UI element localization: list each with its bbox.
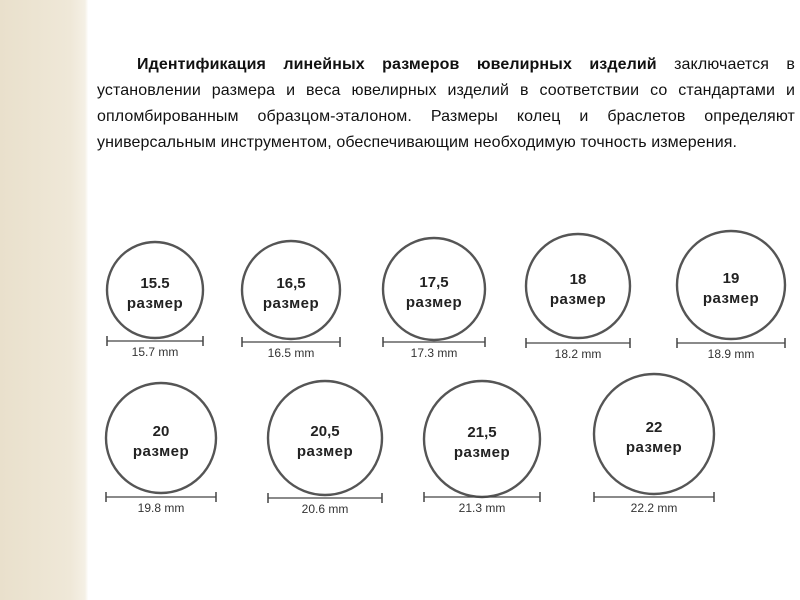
ring-size-number: 21,5 [467, 424, 497, 441]
ring-size-label: размер [625, 439, 683, 456]
paragraph-heading: Идентификация линейных размеров ювелирных изделий [137, 56, 657, 73]
ring-size-number: 18 [569, 271, 587, 288]
ring-size-5 [677, 231, 785, 361]
ring-size-number: 19 [722, 270, 740, 287]
ring-size-number: 20,5 [310, 423, 340, 440]
ring-size-8 [424, 381, 540, 515]
ring-size-number: 15.5 [140, 275, 170, 292]
ring-diameter-label: 19.8 mm [137, 501, 185, 515]
ring-diameter-label: 15.7 mm [131, 345, 179, 359]
ring-size-label: размер [405, 294, 463, 311]
ring-size-1 [107, 242, 203, 359]
ring-size-3 [383, 238, 485, 360]
paragraph-body: заключается в установлении размера и веса ювелирных изделий в соответствии со стандартами и опломбированным образцом-эталоном. Размеры колец и браслетов определяют универсальным инструментом, обеспечивающим необходимую точность измерения. [97, 56, 796, 151]
ring-diameter-label: 22.2 mm [630, 501, 678, 515]
ring-diameter-label: 18.9 mm [707, 347, 755, 361]
ring-size-9 [594, 374, 714, 515]
ring-diameter-label: 20.6 mm [301, 502, 349, 516]
ring-size-4 [526, 234, 630, 361]
ring-size-number: 22 [645, 419, 663, 436]
ring-diameter-label: 18.2 mm [554, 347, 602, 361]
ring-size-label: размер [296, 443, 354, 460]
ring-size-label: размер [549, 291, 607, 308]
ring-size-7 [268, 381, 382, 516]
ring-size-label: размер [702, 290, 760, 307]
ring-size-number: 17,5 [419, 274, 449, 291]
ring-size-2 [242, 241, 340, 360]
ring-size-label: размер [126, 295, 184, 312]
ring-size-number: 16,5 [276, 275, 306, 292]
ring-diameter-label: 17.3 mm [410, 346, 458, 360]
ring-diameter-label: 21.3 mm [458, 501, 506, 515]
ring-size-label: размер [453, 444, 511, 461]
ring-size-number: 20 [152, 423, 170, 440]
ring-size-label: размер [132, 443, 190, 460]
ring-size-6 [106, 383, 216, 515]
ring-size-label: размер [262, 295, 320, 312]
ring-diameter-label: 16.5 mm [267, 346, 315, 360]
